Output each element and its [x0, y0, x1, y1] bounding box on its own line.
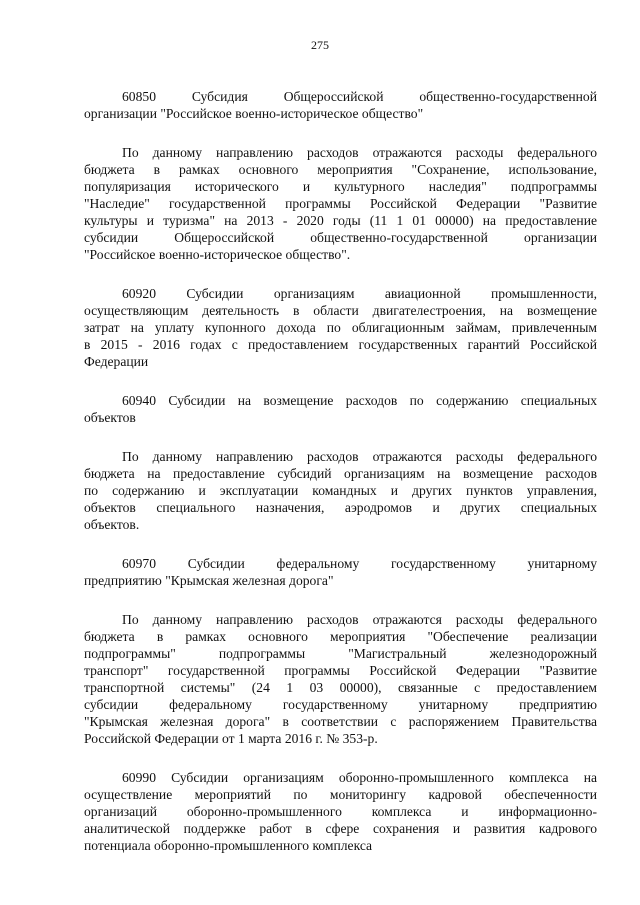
text-line: бюджета на предоставление субсидий организациям на возмещение расходов [84, 466, 597, 481]
text-line: транспорт" государственной программы Российской Федерации "Развитие [84, 663, 597, 678]
paragraph-60850-title [84, 88, 597, 122]
text-line: "Российское военно-историческое общество". [84, 247, 351, 262]
text-line: "Крымская железная дорога" в соответствии с распоряжением Правительства [84, 714, 597, 729]
text-line: объектов специального назначения, аэродромов и других специальных [84, 500, 597, 515]
text-line: 60920 Субсидии организациям авиационной промышленности, [122, 286, 597, 301]
text-line: предприятию "Крымская железная дорога" [84, 573, 334, 588]
text-line: бюджета в рамках основного мероприятия "Обеспечение реализации [84, 629, 597, 644]
text-line: затрат на уплату купонного дохода по облигационным займам, привлеченным [84, 320, 597, 335]
text-line: подпрограммы" подпрограммы "Магистральный железнодорожный [84, 646, 597, 661]
text-line: 60990 Субсидии организациям оборонно-промышленного комплекса на [122, 770, 597, 785]
text-line: По данному направлению расходов отражаются расходы федерального [122, 612, 597, 627]
paragraph-60940-title [84, 392, 597, 426]
paragraph-60990-title [84, 769, 597, 854]
text-line: культуры и туризма" на 2013 - 2020 годы (11 1 01 00000) на предоставление [84, 213, 597, 228]
text-line: "Наследие" государственной программы Российской Федерации "Развитие [84, 196, 597, 211]
paragraph-60920-title [84, 285, 597, 370]
text-line: 60940 Субсидии на возмещение расходов по содержанию специальных [122, 393, 597, 408]
text-line: субсидии федеральному государственному унитарному предприятию [84, 697, 597, 712]
paragraph-60970-title [84, 555, 597, 589]
text-line: объектов [84, 410, 136, 425]
paragraph-60940-description [84, 448, 597, 533]
text-line: 60850 Субсидия Общероссийской общественно-государственной [122, 89, 597, 104]
text-line: субсидии Общероссийской общественно-государственной организации [84, 230, 597, 245]
paragraph-60850-description [84, 144, 597, 263]
text-line: в 2015 - 2016 годах с предоставлением государственных гарантий Российской [84, 337, 597, 352]
text-line: По данному направлению расходов отражаются расходы федерального [122, 449, 597, 464]
document-body [84, 88, 597, 876]
text-line: бюджета в рамках основного мероприятия "Сохранение, использование, [84, 162, 597, 177]
text-line: популяризация исторического и культурного наследия" подпрограммы [84, 179, 597, 194]
text-line: По данному направлению расходов отражаются расходы федерального [122, 145, 597, 160]
text-line: организации "Российское военно-историческое общество" [84, 106, 424, 121]
paragraph-60970-description [84, 611, 597, 747]
page-number: 275 [311, 38, 329, 52]
text-line: 60970 Субсидии федеральному государственному унитарному [122, 556, 597, 571]
text-line: потенциала оборонно-промышленного комплекса [84, 838, 373, 853]
text-line: Федерации [84, 354, 149, 369]
text-line: объектов. [84, 517, 140, 532]
text-line: осуществляющим деятельность в области двигателестроения, на возмещение [84, 303, 597, 318]
text-line: Российской Федерации от 1 марта 2016 г. № 353-р. [84, 731, 378, 746]
text-line: по содержанию и эксплуатации командных и других пунктов управления, [84, 483, 597, 498]
text-line: осуществление мероприятий по мониторингу кадровой обеспеченности [84, 787, 597, 802]
text-line: организаций оборонно-промышленного комплекса и информационно- [84, 804, 597, 819]
text-line: транспортной системы" (24 1 03 00000), связанные с предоставлением [84, 680, 597, 695]
text-line: аналитической поддержке работ в сфере сохранения и развития кадрового [84, 821, 597, 836]
